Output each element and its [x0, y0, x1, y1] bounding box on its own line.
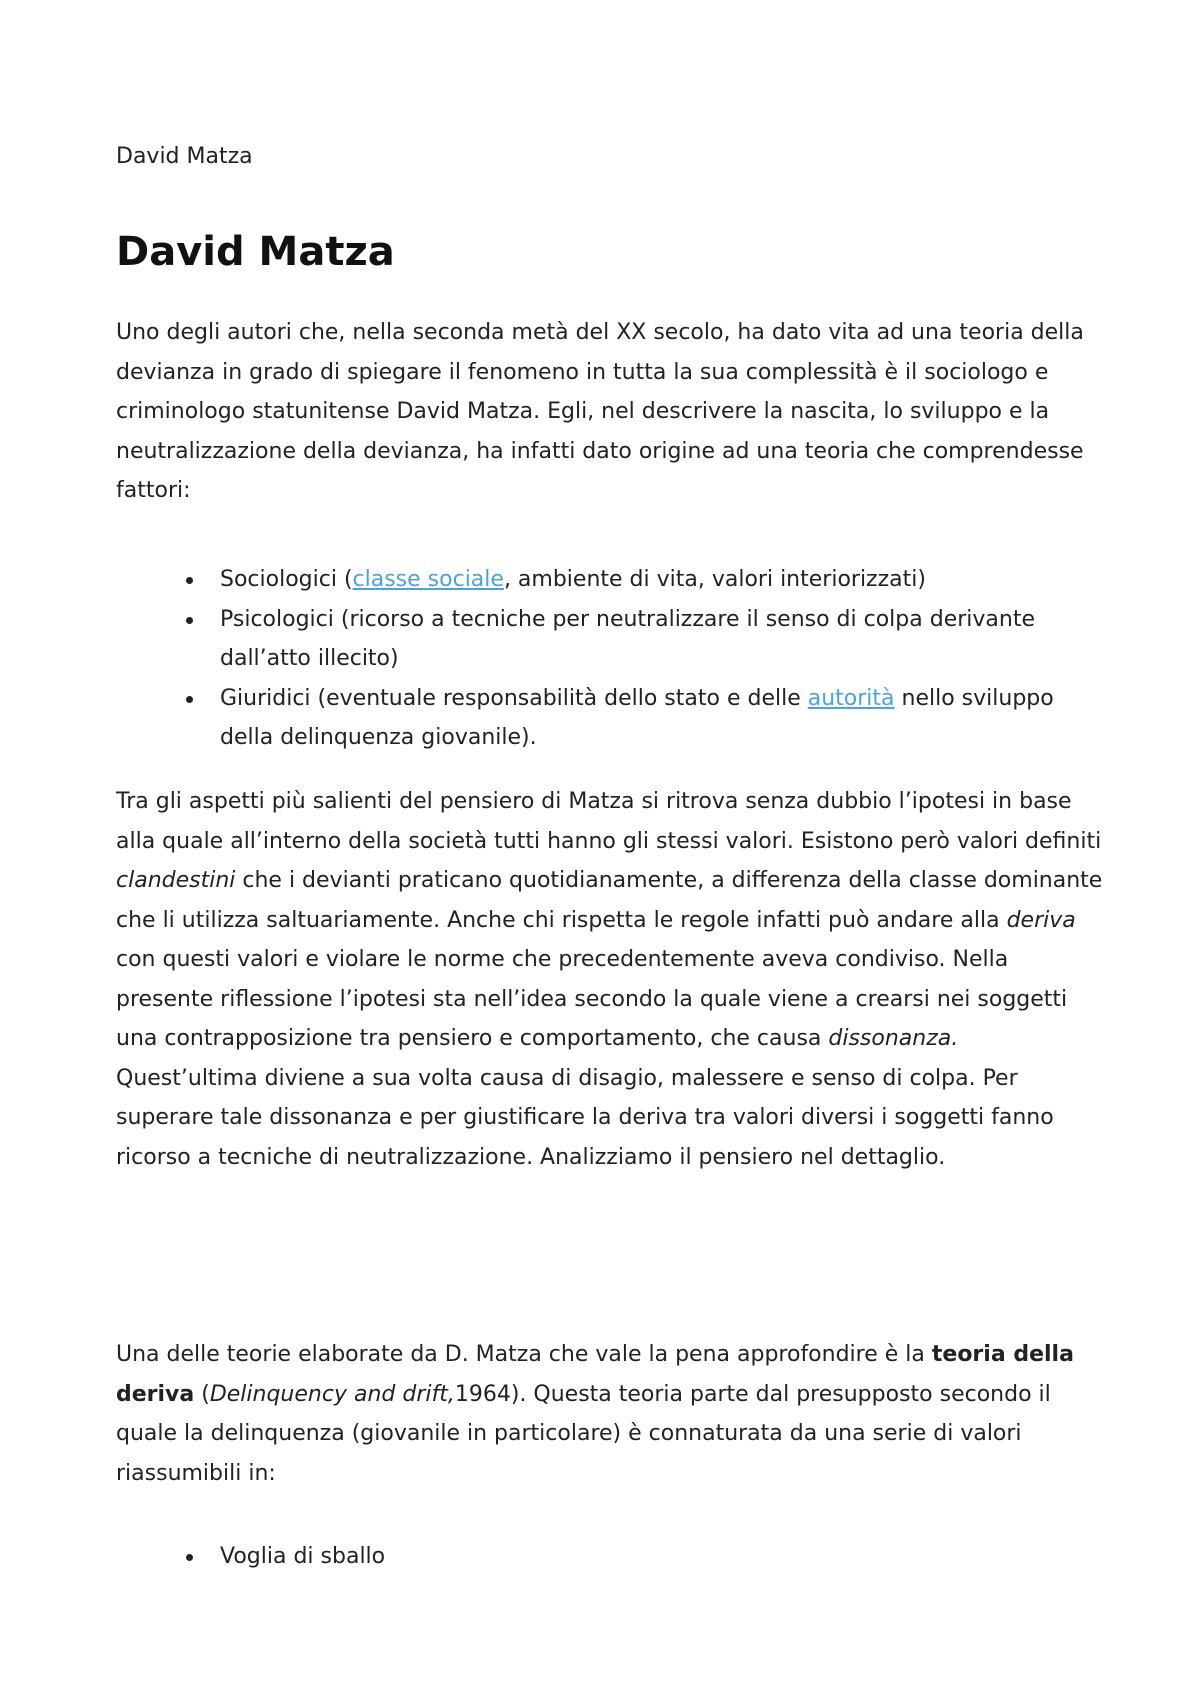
intro-paragraph: Uno degli autori che, nella seconda metà del XX secolo, ha dato vita ad una teoria della devianza in grado di spiegare il fenomeno in tutta la sua complessità è il sociologo e criminologo statunitense David Matza. Egli, nel descrivere la nascita, lo sviluppo e la neutralizzazione della devianza, ha infatti dato origine ad una teoria che comprendesse fattori: — [116, 320, 1084, 503]
text-run: che i devianti praticano quotidianamente, a differenza della classe dominante che li utilizza saltuariamente. Anche chi rispetta le regole infatti può andare alla — [116, 868, 1103, 933]
bullet-icon — [186, 577, 193, 584]
list-item-text: Sociologici ( — [220, 567, 353, 592]
text-run: con questi valori e violare le norme che precedentemente aveva condiviso. Nella presente riflessione l’ipotesi sta nell’idea secondo la quale viene a crearsi nei soggetti una contrapposizione tra pensiero e comportamento, che causa — [116, 947, 1068, 1051]
classe-sociale-link[interactable]: classe sociale — [352, 567, 504, 592]
emphasis-clandestini: clandestini — [116, 868, 236, 893]
list-item-giuridici — [220, 679, 1106, 758]
values-list — [116, 1537, 1106, 1577]
factors-list — [116, 560, 1106, 758]
matza-thought-paragraph — [116, 782, 1106, 1177]
strong-teoria-della-deriva: teoria della deriva — [116, 1342, 1074, 1407]
drift-theory-paragraph — [116, 1335, 1106, 1493]
autorita-link[interactable]: autorità — [807, 685, 895, 711]
bullet-icon — [186, 1554, 193, 1561]
bullet-icon — [186, 696, 193, 703]
list-item-sociologici — [220, 560, 1106, 600]
list-item-text: Psicologici (ricorso a tecniche per neutralizzare il senso di colpa derivante dall’atto illecito) — [220, 606, 1035, 671]
text-run: 1964). Questa teoria parte dal presupposto secondo il quale la delinquenza (giovanile in particolare) è connaturata da una serie di valori riassumibili in: — [116, 1381, 1051, 1486]
text-run: ( — [194, 1381, 210, 1407]
list-item-text: Voglia di sballo — [220, 1544, 386, 1569]
bullet-icon — [186, 617, 193, 624]
text-run: Una delle teorie elaborate da D. Matza che vale la pena approfondire è la — [116, 1342, 932, 1367]
emphasis-dissonanza: dissonanza. — [828, 1026, 959, 1051]
running-title: David Matza — [116, 144, 253, 169]
list-item-text: , ambiente di vita, valori interiorizzati) — [503, 567, 926, 592]
list-item-psicologici — [220, 600, 1106, 679]
list-item-text: nello sviluppo della delinquenza giovanile). — [220, 685, 1054, 750]
text-run: Tra gli aspetti più salienti del pensiero di Matza si ritrova senza dubbio l’ipotesi in base alla quale all’interno della società tutti hanno gli stessi valori. Esistono però valori definiti — [116, 789, 1102, 854]
emphasis-book-title: Delinquency and drift, — [209, 1381, 455, 1407]
page-title: David Matza — [116, 229, 395, 275]
text-run: Quest’ultima diviene a sua volta causa di disagio, malessere e senso di colpa. Per superare tale dissonanza e per giustificare la deriva tra valori diversi i soggetti fanno ricorso a tecniche di neutralizzazione. Analizziamo il pensiero nel dettaglio. — [116, 1065, 1054, 1170]
list-item-text: Giuridici (eventuale responsabilità dello stato e delle — [220, 685, 808, 711]
list-item-voglia-di-sballo — [220, 1537, 1106, 1577]
emphasis-deriva: deriva — [1006, 907, 1076, 933]
